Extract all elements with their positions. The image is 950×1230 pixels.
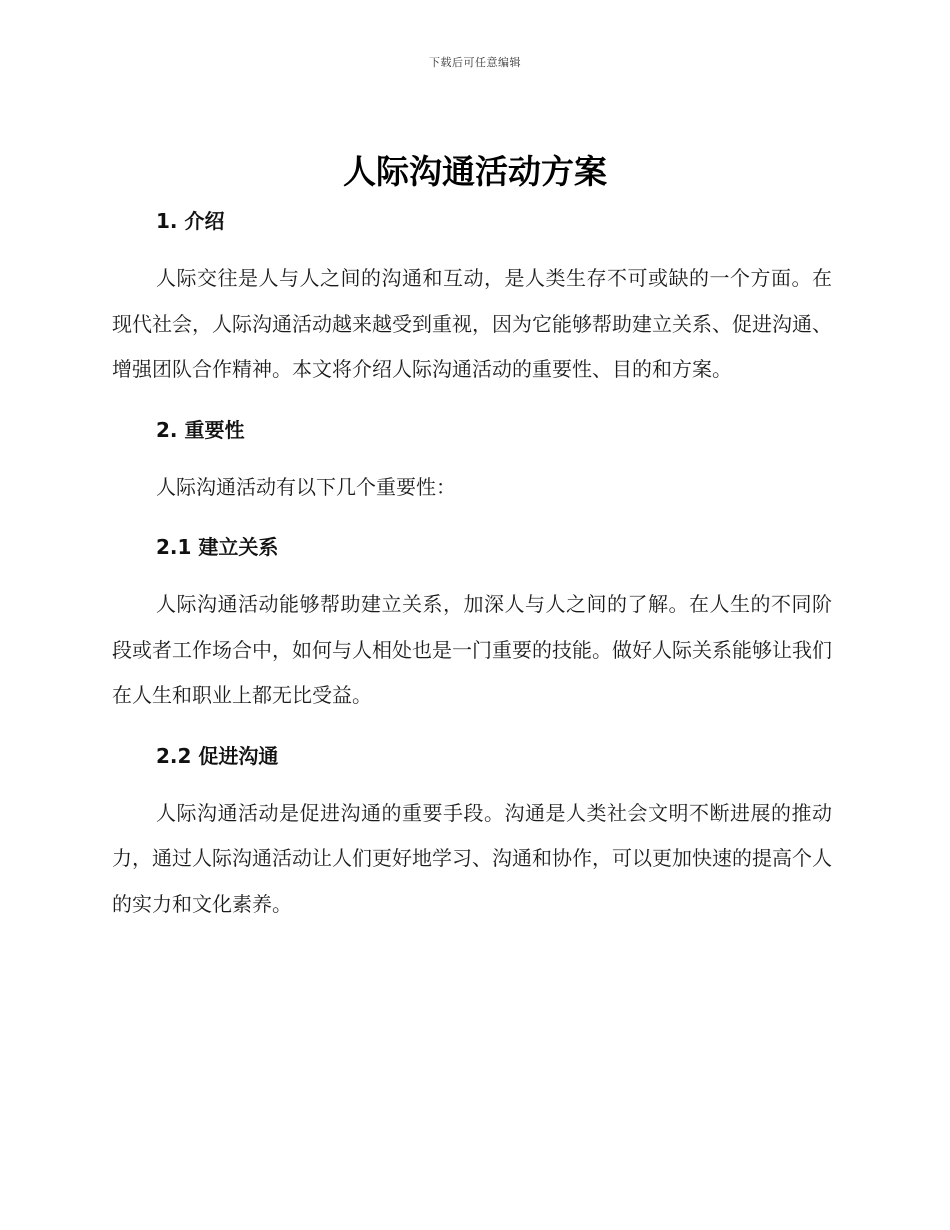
section-paragraph-promote-communication: 人际沟通活动是促进沟通的重要手段。沟通是人类社会文明不断进展的推动力，通过人际沟通活动让人们更好地学习、沟通和协作，可以更加快速的提高个人的实力和文化素养。 xyxy=(112,800,832,916)
section-heading-introduction: 1. 介绍 xyxy=(156,209,225,233)
section-paragraph-importance: 人际沟通活动有以下几个重要性： xyxy=(156,474,456,499)
page-header-note: 下载后可任意编辑 xyxy=(429,56,521,69)
document-title: 人际沟通活动方案 xyxy=(343,152,607,191)
section-heading-promote-communication: 2.2 促进沟通 xyxy=(156,743,279,768)
section-paragraph-introduction: 人际交往是人与人之间的沟通和互动，是人类生存不可或缺的一个方面。在现代社会，人际沟通活动越来越受到重视，因为它能够帮助建立关系、促进沟通、增强团队合作精神。本文将介绍人际沟通活动的重要性、目的和方案。 xyxy=(112,266,832,381)
section-heading-build-relationships: 2.1 建立关系 xyxy=(156,535,279,559)
section-heading-importance: 2. 重要性 xyxy=(156,417,245,442)
section-paragraph-build-relationships: 人际沟通活动能够帮助建立关系，加深人与人之间的了解。在人生的不同阶段或者工作场合中，如何与人相处也是一门重要的技能。做好人际关系能够让我们在人生和职业上都无比受益。 xyxy=(112,592,832,707)
document-body xyxy=(112,198,832,927)
